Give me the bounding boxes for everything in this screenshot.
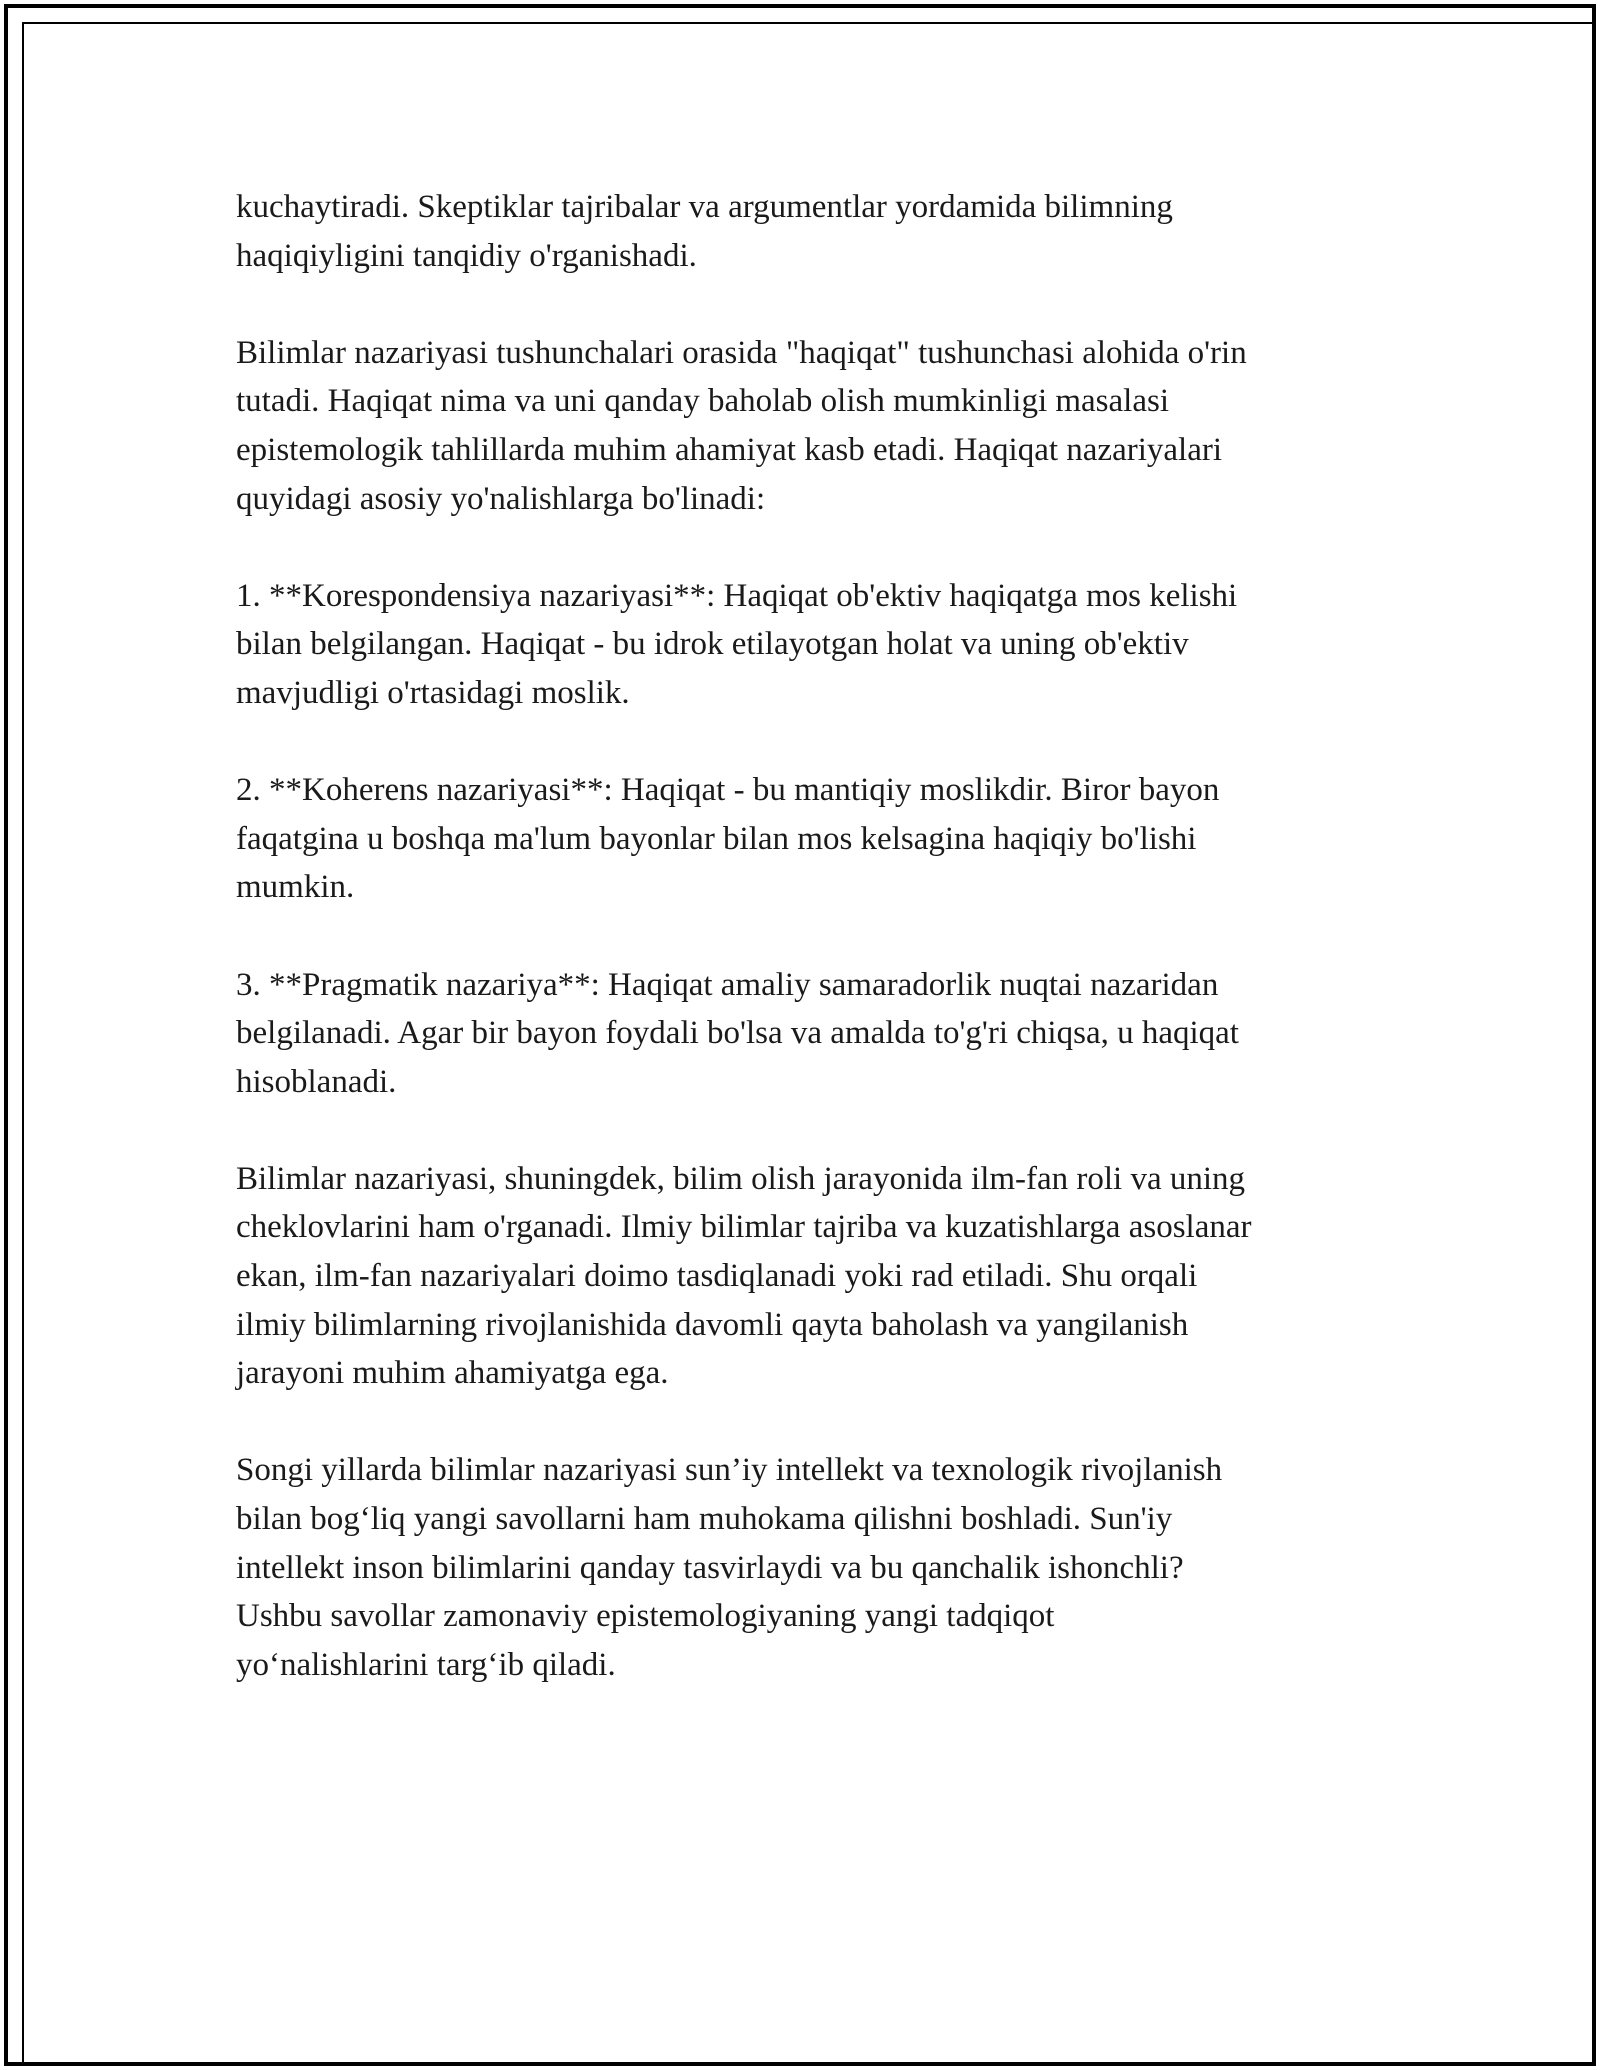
paragraph-suniy-intellekt: Songi yillarda bilimlar nazariyasi sun’iy intellekt va texnologik rivojlanish bilan bog‘liq yangi savollarni ham muhokama qilishni boshladi. Sun'iy intellekt inson bilimlarini qanday tasvirlaydi va bu qanchalik ishonchli? Ushbu savollar zamonaviy epistemologiyaning yangi tadqiqot yo‘nalishlarini targ‘ib qiladi. — [236, 1452, 1223, 1683]
list-item-korespondensiya: 1. **Korespondensiya nazariyasi**: Haqiqat ob'ektiv haqiqatga mos kelishi bilan belgilangan. Haqiqat - bu idrok etilayotgan holat va uning ob'ektiv mavjudligi o'rtasidagi moslik. — [236, 577, 1238, 711]
list-item-koherens: 2. **Koherens nazariyasi**: Haqiqat - bu mantiqiy moslikdir. Biror bayon faqatgina u boshqa ma'lum bayonlar bilan mos kelsagina haqiqiy bo'lishi mumkin. — [236, 772, 1220, 906]
paragraph-haqiqat-tushunchasi: Bilimlar nazariyasi tushunchalari orasida "haqiqat" tushunchasi alohida o'rin tutadi. Haqiqat nima va uni qanday baholab olish mumkinligi masalasi epistemologik tahlillarda muhim ahamiyat kasb etadi. Haqiqat nazariyalari quyidagi asosiy yo'nalishlarga bo'linadi: — [236, 334, 1247, 517]
paragraph-skeptiklar: kuchaytiradi. Skeptiklar tajribalar va argumentlar yordamida bilimning haqiqiyligini tanqidiy o'rganishadi. — [236, 189, 1173, 274]
paragraph-ilm-fan: Bilimlar nazariyasi, shuningdek, bilim olish jarayonida ilm-fan roli va uning cheklovlarini ham o'rganadi. Ilmiy bilimlar tajriba va kuzatishlarga asoslanar ekan, ilm-fan nazariyalari doimo tasdiqlanadi yoki rad etiladi. Shu orqali ilmiy bilimlarning rivojlanishida davomli qayta baholash va yangilanish jarayoni muhim ahamiyatga ega. — [236, 1160, 1252, 1392]
list-item-pragmatik: 3. **Pragmatik nazariya**: Haqiqat amaliy samaradorlik nuqtai nazaridan belgilanadi. Agar bir bayon foydali bo'lsa va amalda to'g'ri chiqsa, u haqiqat hisoblanadi. — [236, 966, 1239, 1100]
document-body — [236, 183, 1396, 1738]
